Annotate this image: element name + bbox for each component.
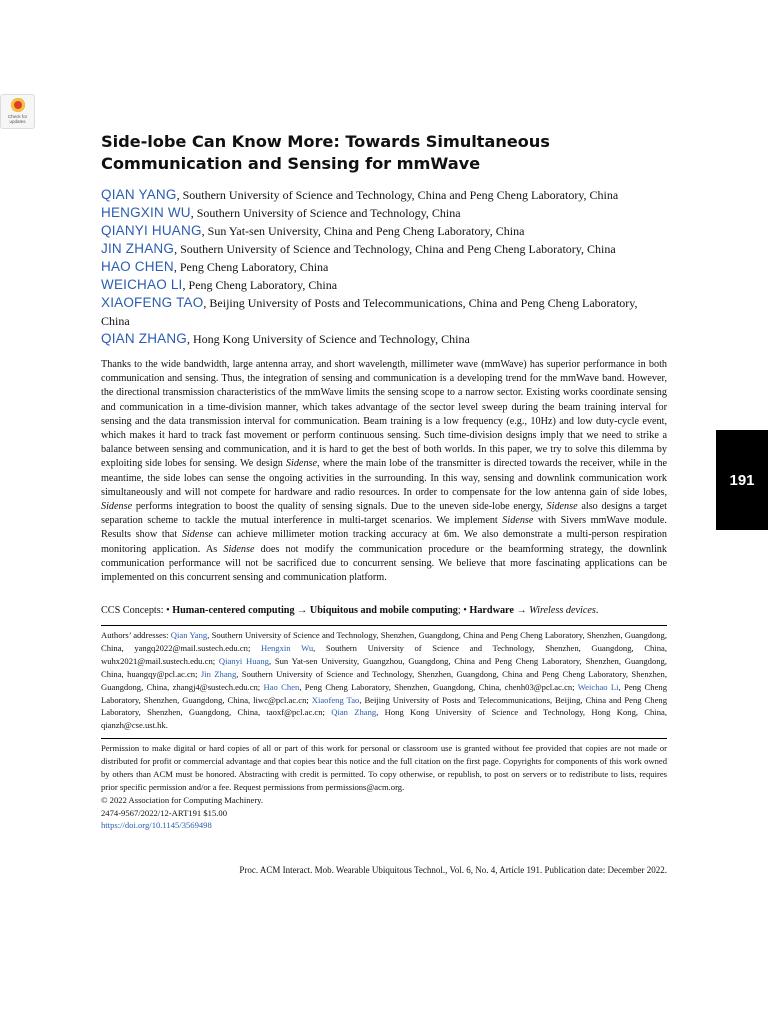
abstract-text: also designs a target separation scheme to tackle the mutual interference in multi-target scenarios. We implement xyxy=(101,501,667,527)
author-affiliation: , Sun Yat-sen University, China and Peng Cheng Laboratory, China xyxy=(201,224,525,238)
author-link[interactable]: Weichao Li xyxy=(577,681,619,692)
author-link[interactable]: Qian Zhang xyxy=(331,707,377,718)
page-footer: Proc. ACM Interact. Mob. Wearable Ubiquitous Technol., Vol. 6, No. 4, Article 191. Publication date: December 2022. xyxy=(239,865,667,875)
system-name: Sidense xyxy=(546,501,578,513)
author-affiliation: , Southern University of Science and Technology, China and Peng Cheng Laboratory, China xyxy=(174,242,616,256)
ccs-arrow: → xyxy=(294,605,310,616)
author-affiliation: , Southern University of Science and Technology, China xyxy=(190,206,461,220)
ccs-concepts xyxy=(101,604,667,618)
author-affiliation: , Beijing University of Posts and Telecommunications, China and Peng Cheng Laboratory, China xyxy=(101,296,638,328)
permission-notice: Permission to make digital or hard copies of all or part of this work for personal or classroom use is granted without fee provided that copies are not made or distributed for profit or commercial advantage and that copies bear this notice and the full citation on the first page. Copyrights for components of this work owned by others than ACM must be honored. Abstracting with credit is permitted. To copy otherwise, or republish, to post on servers or to redistribute to lists, requires prior specific permission and/or a fee. Request permissions from permissions@acm.org. xyxy=(101,743,667,792)
address-text: , Southern University of Science and Technology, Shenzhen, Guangdong, China, wuhx2021@mail.sustech.edu.cn; xyxy=(101,642,667,666)
address-text: , Peng Cheng Laboratory, Shenzhen, Guangdong, China, liwc@pcl.ac.cn; xyxy=(101,681,667,705)
paper-title: Side-lobe Can Know More: Towards Simultaneous Communication and Sensing for mmWave xyxy=(101,132,550,173)
badge-caption: Check for updates xyxy=(7,114,28,124)
permission-block xyxy=(101,742,667,832)
article-number: 191 xyxy=(729,472,755,489)
address-text: , Hong Kong University of Science and Technology, Hong Kong, China, qianzh@cse.ust.hk. xyxy=(101,707,667,731)
author-affiliation: , Hong Kong University of Science and Technology, China xyxy=(187,332,470,346)
author-name[interactable]: WEICHAO LI xyxy=(101,277,183,292)
abstract-text: can achieve millimeter motion tracking accuracy at 6m. We also demonstrate a multi-person respiration monitoring application. As xyxy=(101,529,667,555)
check-for-updates-badge[interactable] xyxy=(0,94,35,129)
system-name: Sidense xyxy=(502,515,534,527)
author-entry xyxy=(101,294,667,330)
author-link[interactable]: Qian Yang xyxy=(170,630,208,640)
abstract-text: , where the main lobe of the transmitter is directed towards the receiver, while in the meantime, the side lobes can sense the ongoing activities in the surrounding. In this way, sensing and downlink communication work simultaneously and will not compete for hardware and radio resources. In order to compensate for the low antenna gain of side lobes, xyxy=(101,458,668,498)
author-name[interactable]: XIAOFENG TAO xyxy=(101,295,204,310)
author-name[interactable]: JIN ZHANG xyxy=(101,241,175,256)
ccs-concept: Hardware xyxy=(469,605,514,616)
author-entry xyxy=(101,186,667,204)
author-name[interactable]: QIANYI HUANG xyxy=(101,223,202,238)
divider xyxy=(101,738,667,739)
ccs-end: . xyxy=(595,605,599,616)
author-link[interactable]: Hao Chen xyxy=(263,681,300,692)
system-name: Sidense xyxy=(285,458,318,470)
author-entry xyxy=(101,204,667,222)
abstract-text: Thanks to the wide bandwidth, large antenna array, and short wavelength, millimeter wave (mmWave) has superior performance in both communication and sensing. Thus, the integration of sensing and communication is a developing trend for the mmWave band. However, the directional transmission characteristics of the mmWave limits the sensing scope to a narrow sector. Existing works coordinate sensing and communication in a time-division manner, which takes advantage of the sector level sweep during the beam training interval for sensing and the data transmission interval for communication. Beam training is a low frequency (e.g., 10Hz) and low duty-cycle event, which makes it hard to track fast movement or perform continuous sensing. Such time-division designs imply that we need to strike a balance between sensing and communication, and it is hard to get the best of both worlds. In this paper, we try to solve this dilemma by exploiting side lobes for sensing. We design xyxy=(101,359,667,470)
author-addresses xyxy=(101,629,667,732)
copyright: © 2022 Association for Computing Machinery. xyxy=(101,794,264,805)
system-name: Sidense xyxy=(181,529,213,541)
ccs-concept: Wireless devices xyxy=(529,605,596,616)
system-name: Sidense xyxy=(101,501,133,513)
abstract-text: with Sivers mmWave module. Results show that xyxy=(101,515,667,541)
author-link[interactable]: Jin Zhang xyxy=(200,668,237,679)
divider xyxy=(101,625,667,626)
doi-link[interactable]: https://doi.org/10.1145/3569498 xyxy=(101,820,212,831)
author-affiliation: , Peng Cheng Laboratory, China xyxy=(182,278,338,292)
address-text: , Sun Yat-sen University, Guangzhou, Guangdong, China and Peng Cheng Laboratory, Shenzhen, Guangdong, China, huangqy@pcl.ac.cn; xyxy=(101,655,667,679)
abstract-text: performs integration to boost the quality of sensing signals. Due to the uneven side-lobe energy, xyxy=(132,501,547,513)
author-link[interactable]: Hengxin Wu xyxy=(260,642,314,653)
check-for-updates-icon xyxy=(11,98,25,112)
author-link[interactable]: Qianyi Huang xyxy=(218,655,269,666)
author-affiliation: , Peng Cheng Laboratory, China xyxy=(173,260,329,274)
article-number-tab xyxy=(716,430,768,530)
author-entry xyxy=(101,258,667,276)
address-text: , Southern University of Science and Technology, Shenzhen, Guangdong, China and Peng Cheng Laboratory, Shenzhen, Guangdong, China, zhangj4@sustech.edu.cn; xyxy=(101,668,667,692)
abstract-text: does not modify the communication procedure or the beamforming strategy, the downlink communication performance will not be sacrificed due to concurrent sensing. We believe that more fascinating applications can be implemented on this concurrent sensing and communication platform. xyxy=(101,543,667,584)
author-link[interactable]: Xiaofeng Tao xyxy=(311,694,360,705)
abstract xyxy=(101,358,667,585)
author-entry xyxy=(101,276,667,294)
system-name: Sidense xyxy=(223,543,255,555)
author-entry xyxy=(101,222,667,240)
address-text: , Peng Cheng Laboratory, Shenzhen, Guangdong, China, chenh03@pcl.ac.cn; xyxy=(299,681,578,692)
address-text: , Beijing University of Posts and Telecommunications, Beijing, China and Peng Cheng Laboratory, Shenzhen, Guangdong, China, taoxf@pcl.ac.cn; xyxy=(101,694,667,718)
ccs-concept: Ubiquitous and mobile computing xyxy=(309,605,458,616)
author-affiliation: , Southern University of Science and Technology, China and Peng Cheng Laboratory, China xyxy=(176,188,619,202)
ccs-label: CCS Concepts: • xyxy=(101,605,173,616)
author-entry xyxy=(101,330,667,348)
author-name[interactable]: HAO CHEN xyxy=(101,259,174,274)
author-name[interactable]: QIAN ZHANG xyxy=(101,331,188,346)
author-list xyxy=(101,186,667,348)
ccs-separator: ; • xyxy=(457,605,470,616)
addresses-lead: Authors’ addresses: xyxy=(101,630,171,640)
author-name[interactable]: HENGXIN WU xyxy=(101,205,191,220)
author-entry xyxy=(101,240,667,258)
ccs-arrow: → xyxy=(513,605,530,616)
issn: 2474-9567/2022/12-ART191 $15.00 xyxy=(101,807,227,818)
ccs-concept: Human-centered computing xyxy=(172,605,295,616)
author-name[interactable]: QIAN YANG xyxy=(101,187,177,202)
address-text: , Southern University of Science and Technology, Shenzhen, Guangdong, China and Peng Cheng Laboratory, Shenzhen, Guangdong, China, yangq2022@mail.sustech.edu.cn; xyxy=(101,630,667,653)
